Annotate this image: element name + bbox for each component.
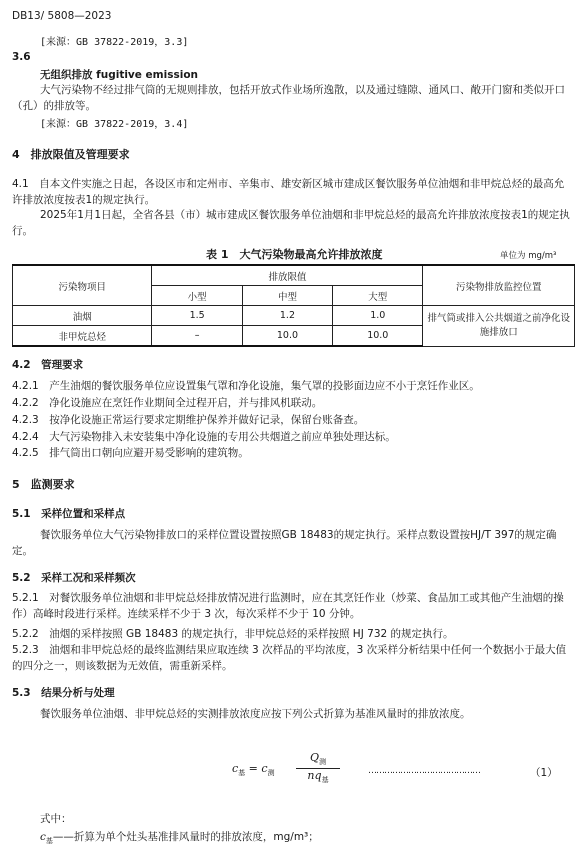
cell-item: 油烟: [13, 306, 152, 326]
cell-value: 1.5: [152, 306, 242, 326]
list-item: 4.2.5 排气筒出口朝向应避开易受影响的建筑物。: [12, 447, 249, 459]
subsection-title: 4.2 管理要求: [12, 359, 84, 371]
paragraph: 5.2.2 油烟的采样按照 GB 18483 的规定执行，非甲烷总烃的采样按照 HJ 732 的规定执行。: [12, 628, 454, 640]
header-size-large: 大型: [333, 286, 423, 306]
formula-lhs: $c_基 = c_测$: [232, 762, 275, 778]
table-unit: 单位为 mg/m³: [500, 251, 557, 261]
header-limit: 排放限值: [152, 265, 423, 286]
cell-value: 1.2: [242, 306, 332, 326]
definition-body: 大气污染物不经过排气筒的无规则排放，包括开放式作业场所逸散，以及通过缝隙、通风口、敞开门窗和类似开口（孔）的排放等。: [12, 84, 565, 112]
header-size-small: 小型: [152, 286, 242, 306]
paragraph: 2025年1月1日起，全省各县（市）城市建成区餐饮服务单位油烟和非甲烷总烃的最高允许排放浓度按表1的规定执行。: [12, 209, 570, 237]
where-line: $c_基——$折算为单个灶头基准排风量时的排放浓度，mg/m³；: [40, 831, 319, 846]
document-code: DB13/ 5808—2023: [12, 10, 112, 22]
definition-term: 无组织排放 fugitive emission: [40, 69, 199, 81]
section-title: 5 监测要求: [12, 478, 75, 491]
cell-value: 10.0: [333, 326, 423, 347]
paragraph: 4.1 自本文件实施之日起，各设区市和定州市、辛集市、雄安新区城市建成区餐饮服务单位油烟和非甲烷总烃的最高允许排放浓度按表1的规定执行。: [12, 178, 565, 206]
subsection-title: 5.2 采样工况和采样频次: [12, 572, 136, 584]
subsection-title: 5.3 结果分析与处理: [12, 687, 115, 699]
definition-source: [来源：GB 37822-2019，3.4]: [40, 119, 189, 130]
table-row: [13, 306, 575, 326]
list-item: 4.2.4 大气污染物排入未安装集中净化设施的专用公共烟道之前应单独处理达标。: [12, 431, 396, 443]
paragraph: 餐饮服务单位油烟、非甲烷总烃的实测排放浓度应按下列公式折算为基准风量时的排放浓度。: [40, 708, 471, 720]
paragraph: 餐饮服务单位大气污染物排放口的采样位置设置按照GB 18483的规定执行。采样点数设置按HJ/T 397的规定确定。: [12, 529, 557, 557]
paragraph: 5.2.1 对餐饮服务单位油烟和非甲烷总烃排放情况进行监测时，应在其烹饪作业（炒菜、食品加工或其他产生油烟的操作）高峰时段进行采样。连续采样不少于 3 次，每次采样不少于 10 分钟。: [12, 592, 564, 620]
definition-number: 3.6: [12, 51, 31, 63]
formula-fraction: $Q_测$ $nq_基$: [296, 751, 340, 785]
header-size-medium: 中型: [242, 286, 332, 306]
emission-limits-table: [12, 264, 575, 347]
paragraph: 5.2.3 油烟和非甲烷总烃的最终监测结果应取连续 3 次样品的平均浓度，3 次采样分析结果中任何一个数据小于最大值的四分之一，则该数据为无效值，需重新采样。: [12, 644, 567, 672]
cell-value: 1.0: [333, 306, 423, 326]
formula-leader-dots: ……………………………………: [368, 766, 480, 776]
cell-monitor-location: 排气筒或排入公共烟道之前净化设施排放口: [423, 306, 575, 347]
cell-value: –: [152, 326, 242, 347]
definition-source: [来源：GB 37822-2019，3.3]: [40, 37, 189, 48]
section-title: 4 排放限值及管理要求: [12, 148, 130, 161]
cell-value: 10.0: [242, 326, 332, 347]
list-item: 4.2.3 按净化设施正常运行要求定期维护保养并做好记录，保留台账备查。: [12, 414, 365, 426]
header-pollutant: 污染物项目: [13, 265, 152, 306]
list-item: 4.2.2 净化设施应在烹饪作业期间全过程开启，并与排风机联动。: [12, 397, 323, 409]
header-monitor-location: 污染物排放监控位置: [423, 265, 575, 306]
list-item: 4.2.1 产生油烟的餐饮服务单位应设置集气罩和净化设施，集气罩的投影面边应不小于烹饪作业区。: [12, 380, 480, 392]
cell-item: 非甲烷总烃: [13, 326, 152, 347]
formula-number: （1）: [530, 767, 558, 779]
table-caption: 表 1 大气污染物最高允许排放浓度: [206, 248, 383, 261]
subsection-title: 5.1 采样位置和采样点: [12, 508, 126, 520]
where-label: 式中：: [40, 813, 72, 825]
